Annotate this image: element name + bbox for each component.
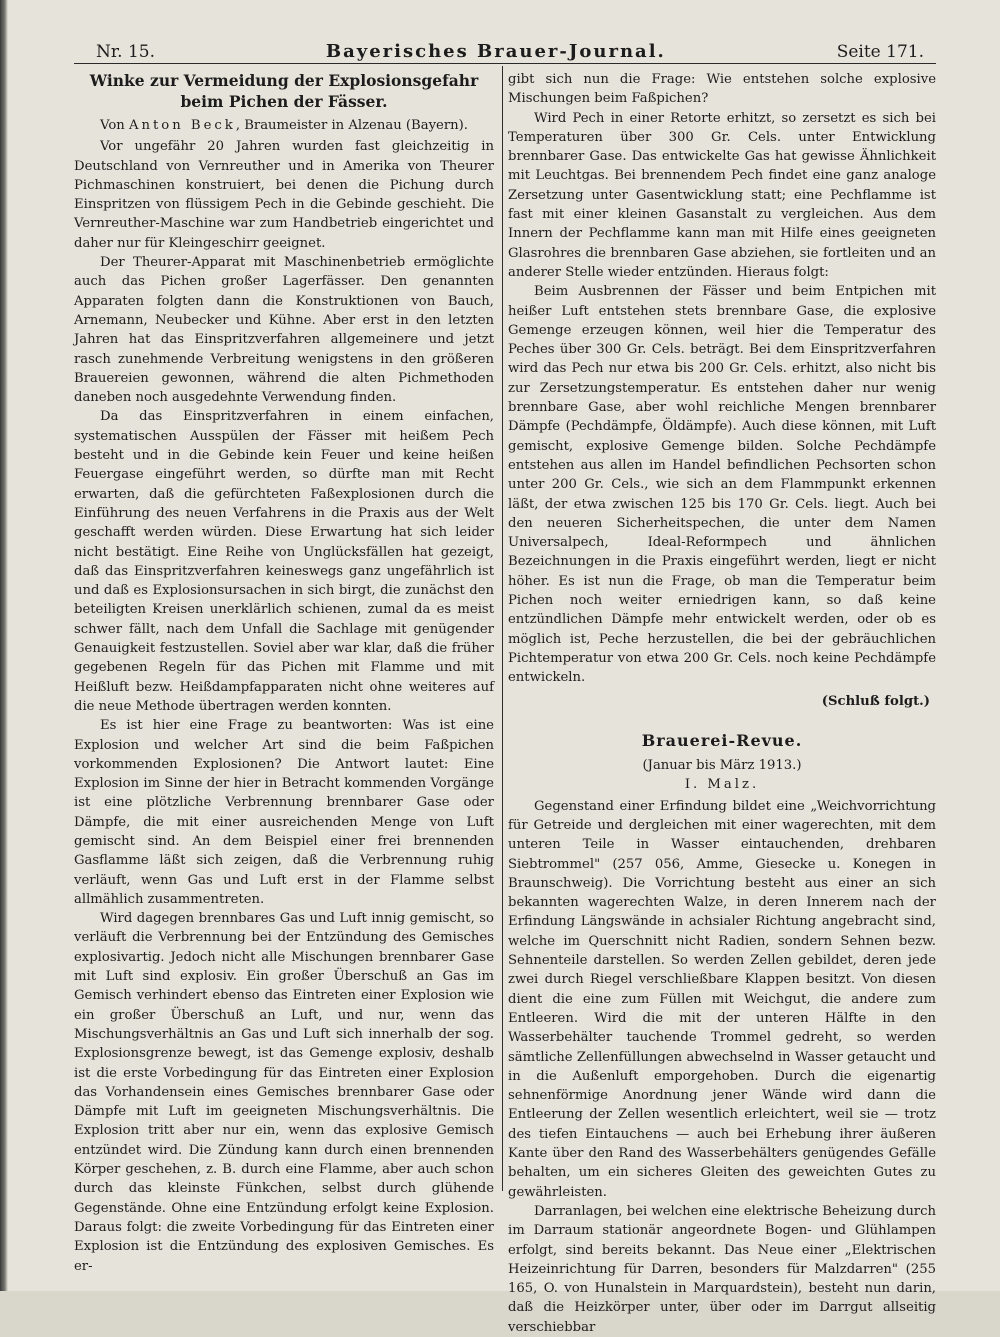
article-title: Winke zur Vermeidung der Explosionsgefahr beim Pichen der Fässer. [89,71,479,111]
journal-title: Bayerisches Brauer-Journal. [325,41,666,62]
article-paragraph: Wird dagegen brennbares Gas und Luft innig gemischt, so verläuft die Verbrennung bei der Entzündung des Gemisches explosivartig. Jedoch nicht alle Mischungen brennbarer Gase mit Luft sind explosiv. Ein großer Überschuß an Gas im Gemisch verhindert ebenso das Eintreten einer Explosion wie ein großer Überschuß an Luft, und nur, wenn das Mischungsverhältnis an Gas und Luft sich innerhalb der sog. Explosionsgrenze bewegt, ist das Gemenge explosiv, deshalb ist die erste Vorbedingung für das Eintreten einer Explosion das Vorhandensein eines Gemisches brennbarer Gase oder Dämpfe mit Luft im geeigneten Mischungsverhältnis. Die Explosion tritt aber nur ein, wenn das explosive Gemisch entzündet wird. Die Zündung kann durch einen brennenden Körper geschehen, z. B. durch eine Flamme, aber auch schon durch das kleinste Fünkchen, selbst durch glühende Gegenstände. Ohne eine Entzündung erfolgt keine Explosion. Daraus folgt: die zweite Vorbedingung für das Eintreten einer Explosion ist die Entzündung des explosiven Gemisches. Es er- [74,911,494,1274]
article-paragraph: Vor ungefähr 20 Jahren wurden fast gleichzeitig in Deutschland von Vernreuther und in Amerika von Theurer Pichmaschinen konstruiert, bei denen die Pichung durch Einspritzen von flüssigem Pech in die Gebinde geschieht. Die Vernreuther-Maschine war zum Handbetrieb eingerichtet und daher nur für Kleingeschirr geeignet. [74,139,494,251]
article-paragraph: Der Theurer-Apparat mit Maschinenbetrieb ermöglichte auch das Pichen großer Lagerfässer. Den genannten Apparaten folgten dann die Konstruktionen von Bauch, Arnemann, Neubecker und Kühne. Aber erst in den letzten Jahren hat das Einspritzverfahren allgemeinere und jetzt rasch zunehmende Verbreitung wenigstens in den größeren Brauereien gewonnen, während die alten Pichmethoden daneben noch ausgedehnte Verwendung finden. [74,255,494,406]
article-paragraph: Beim Ausbrennen der Fässer und beim Entpichen mit heißer Luft entstehen stets brennbare Gase, die explosive Gemenge erzeugen können, weil hier die Temperatur des Peches über 300 Gr. Cels. beträgt. Bei dem Einspritzverfahren wird das Pech nur etwa bis 200 Gr. Cels. erhitzt, also nicht bis zur Zersetzungstemperatur. Es entstehen daher nur wenig brennbare Gase, aber wohl reichliche Mengen brennbarer Dämpfe (Pechdämpfe, Öldämpfe). Auch diese können, mit Luft gemischt, explosive Gemenge bilden. Solche Pechdämpfe entstehen aus allen im Handel befindlichen Pechsorten schon unter 200 Gr. Cels., wie sich an dem Flammpunkt erkennen läßt, der etwa zwischen 125 bis 170 Gr. Cels. liegt. Auch bei den neueren Sicherheitspechen, die unter dem Namen Universalpech, Ideal-Reformpech und ähnlichen Bezeichnungen in die Praxis eingeführt werden, liegt er nicht höher. Es ist nun die Frage, ob man die Temperatur beim Pichen noch weiter erniedrigen kann, so daß keine entzündlichen Dämpfe mehr entwickelt werden, oder ob es möglich ist, Peche herzustellen, die bei der gebräuchlichen Pichtemperatur von etwa 200 Gr. Cels. noch keine Pechdämpfe entwickeln. [508,284,936,686]
revue-section-heading: I. Malz. [684,777,760,793]
right-column [508,70,936,1337]
byline-suffix: , Braumeister in Alzenau (Bayern). [235,118,468,133]
revue-paragraph: Darranlagen, bei welchen eine elektrische Beheizung durch im Darraum stationär angeordnete Bogen- und Glühlampen erfolgt, sind bereits bekannt. Das Neue einer „Elektrischen Heizeinrichtung für Darren, besonders für Malzdarren" (255 165, O. von Hunalstein in Marquardstein), besteht nun darin, daß die Heizkörper unter, über oder im Darrgut allseitig verschiebbar [508,1203,936,1335]
page-number: Seite 171. [836,42,924,62]
revue-title: Brauerei-Revue. [641,730,803,750]
article-paragraph: Es ist hier eine Frage zu beantworten: Was ist eine Explosion und welcher Art sind die beim Faßpichen vorkommenden Explosionen? Die Antwort lautet: Eine Explosion im Sinne der hier in Betracht kommenden Vorgänge ist eine plötzliche Verbrennung brennbarer Gase oder Dämpfe, die mit einer ausreichenden Menge von Luft gemischt sind. An dem Beispiel einer frei brennenden Gasflamme läßt sich zeigen, daß die Verbrennung ruhig verläuft, wenn Gas und Luft erst in der Flamme selbst allmählich zusammentreten. [74,718,494,907]
article-paragraph: Wird Pech in einer Retorte erhitzt, so zersetzt es sich bei Temperaturen über 300 Gr. Cels. unter Entwicklung brennbarer Gase. Das entwickelte Gas hat gewisse Ähnlichkeit mit Leuchtgas. Bei brennendem Pech findet eine ganz analoge Zersetzung unter Gasentwicklung statt; eine Pechflamme ist fast mit einer kleinen Gasanstalt zu vergleichen. Aus dem Innern der Pechflamme kann man mit Hilfe eines geeigneten Glasrohres die brennbaren Gase abziehen, sie fortleiten und an anderer Stelle wieder entzünden. Hieraus folgt: [508,110,936,280]
column-rule [502,66,503,1191]
left-column [74,70,494,1276]
header-rule [74,63,936,64]
author-name: Anton Beck [128,118,236,133]
article-paragraph-continued: gibt sich nun die Frage: Wie entstehen solche explosive Mischungen beim Faßpichen? [508,72,936,107]
byline-prefix: Von [100,118,125,133]
running-head [96,22,924,62]
revue-paragraph: Gegenstand einer Erfindung bildet eine „Weichvorrichtung für Getreide und dergleichen mit einer wagerechten, mit dem unteren Teile in Wasser eintauchenden, drehbaren Siebtrommel" (257 056, Amme, Giesecke u. Konegen in Braunschweig). Die Vorrichtung besteht aus einer an sich bekannten wagerechten Walze, in deren Innerem nach der Erfindung Längswände in achsialer Richtung angebracht sind, welche im Querschnitt nicht Radien, sondern Sehnen bezw. Sehnenteile darstellen. So werden Zellen gebildet, deren jede zwei durch Riegel verschließbare Klappen besitzt. Von diesen dient die eine zum Füllen mit Weichgut, die andere zum Entleeren. Wird die mit der unteren Hälfte in den Wasserbehälter tauchende Trommel gedreht, so werden sämtliche Zellenfüllungen abwechselnd in Wasser getaucht und in die Außenluft emporgehoben. Durch die eigenartig sehnenförmige Anordnung jener Wände wird dann die Entleerung der Zellen wesentlich erleichtert, weil sie — trotz des tiefen Eintauchens — auch bei Erhebung ihrer äußeren Kante über den Rand des Wasserbehälters genügendes Gefälle behalten, um ein sicheres Gleiten des geweichten Gutes zu gewährleisten. [508,798,936,1200]
article-byline [74,116,494,135]
revue-period: (Januar bis März 1913.) [642,758,802,774]
to-be-continued-note: (Schluß folgt.) [821,693,930,709]
article-paragraph: Da das Einspritzverfahren in einem einfachen, systematischen Ausspülen der Fässer mit heißem Pech besteht und in die Gebinde kein Feuer und keine heißen Feuergase eingeführt werden, so dürfte man mit Recht erwarten, daß die gefürchteten Faßexplosionen durch die Einführung des neuen Verfahrens in die Praxis aus der Welt geschafft werden würden. Diese Erwartung hat sich leider nicht bestätigt. Eine Reihe von Unglücksfällen hat gezeigt, daß das Einspritzverfahren keineswegs ganz ungefährlich ist und daß es Explosionsursachen in sich birgt, die zunächst den beteiligten Kreisen unerklärlich schienen, zumal da es meist schwer fällt, nach dem Unfall die Sachlage mit genügender Genauigkeit festzustellen. Soviel aber war klar, daß die früher gegebenen Regeln für das Pichen mit Flamme und mit Heißluft bezw. Heißdampfapparaten nicht ohne weiteres auf die neue Methode übertragen werden konnten. [74,409,494,714]
issue-number: Nr. 15. [96,42,155,62]
page-binding-edge [0,0,8,1291]
